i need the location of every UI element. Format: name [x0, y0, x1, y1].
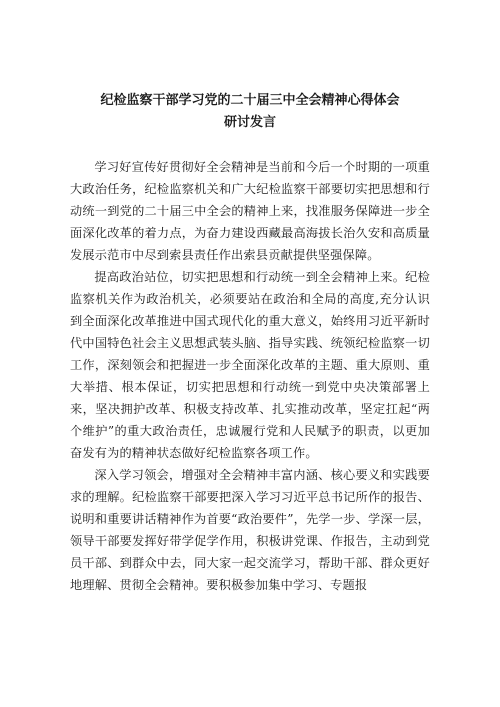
document-subtitle: 研讨发言 — [223, 115, 276, 130]
paragraph-intro: 学习好宣传好贯彻好全会精神是当前和今后一个时期的一项重大政治任务，纪检监察机关和广大纪检监察干部要切实把思想和行动统一到党的二十届三中全会的精神上来，找准服务保障进一步全面深化改革的着力点，为奋力建设西藏最高海拔长治久安和高质量发展示范市中尽到索县责任作出索县贡献提供坚强保障。 — [70, 160, 430, 262]
document-title: 纪检监察干部学习党的二十届三中全会精神心得体会 — [100, 93, 400, 108]
paragraph-political-stance: 提高政治站位，切实把思想和行动统一到全会精神上来。纪检监察机关作为政治机关，必须要站在政治和全局的高度,充分认识到全面深化改革推进中国式现代化的重大意义，始终用习近平新时代中国特色社会主义思想武装头脑、指导实践、统领纪检监察一切工作，深刻领会和把握进一步全面深化改革的主题、重大原则、重大举措、根本保证，切实把思想和行动统一到党中央决策部署上来，坚决拥护改革、积极支持改革、扎实推动改革，坚定扛起“两个维护”的重大政治责任，忠诚履行党和人民赋予的职责，以更加奋发有为的精神状态做好纪检监察各项工作。 — [70, 270, 430, 460]
paragraph-deep-study: 深入学习领会，增强对全会精神丰富内涵、核心要义和实践要求的理解。纪检监察干部要把深入学习习近平总书记所作的报告、说明和重要讲话精神作为首要“政治要件”，先学一步、学深一层，领导干部要发挥好带学促学作用，积极讲党课、作报告，主动到党员干部、到群众中去，同大家一起交流学习，帮助干部、群众更好地理解、贯彻全会精神。要积极参加集中学习、专题报 — [70, 468, 430, 592]
title-spacer — [70, 134, 430, 156]
